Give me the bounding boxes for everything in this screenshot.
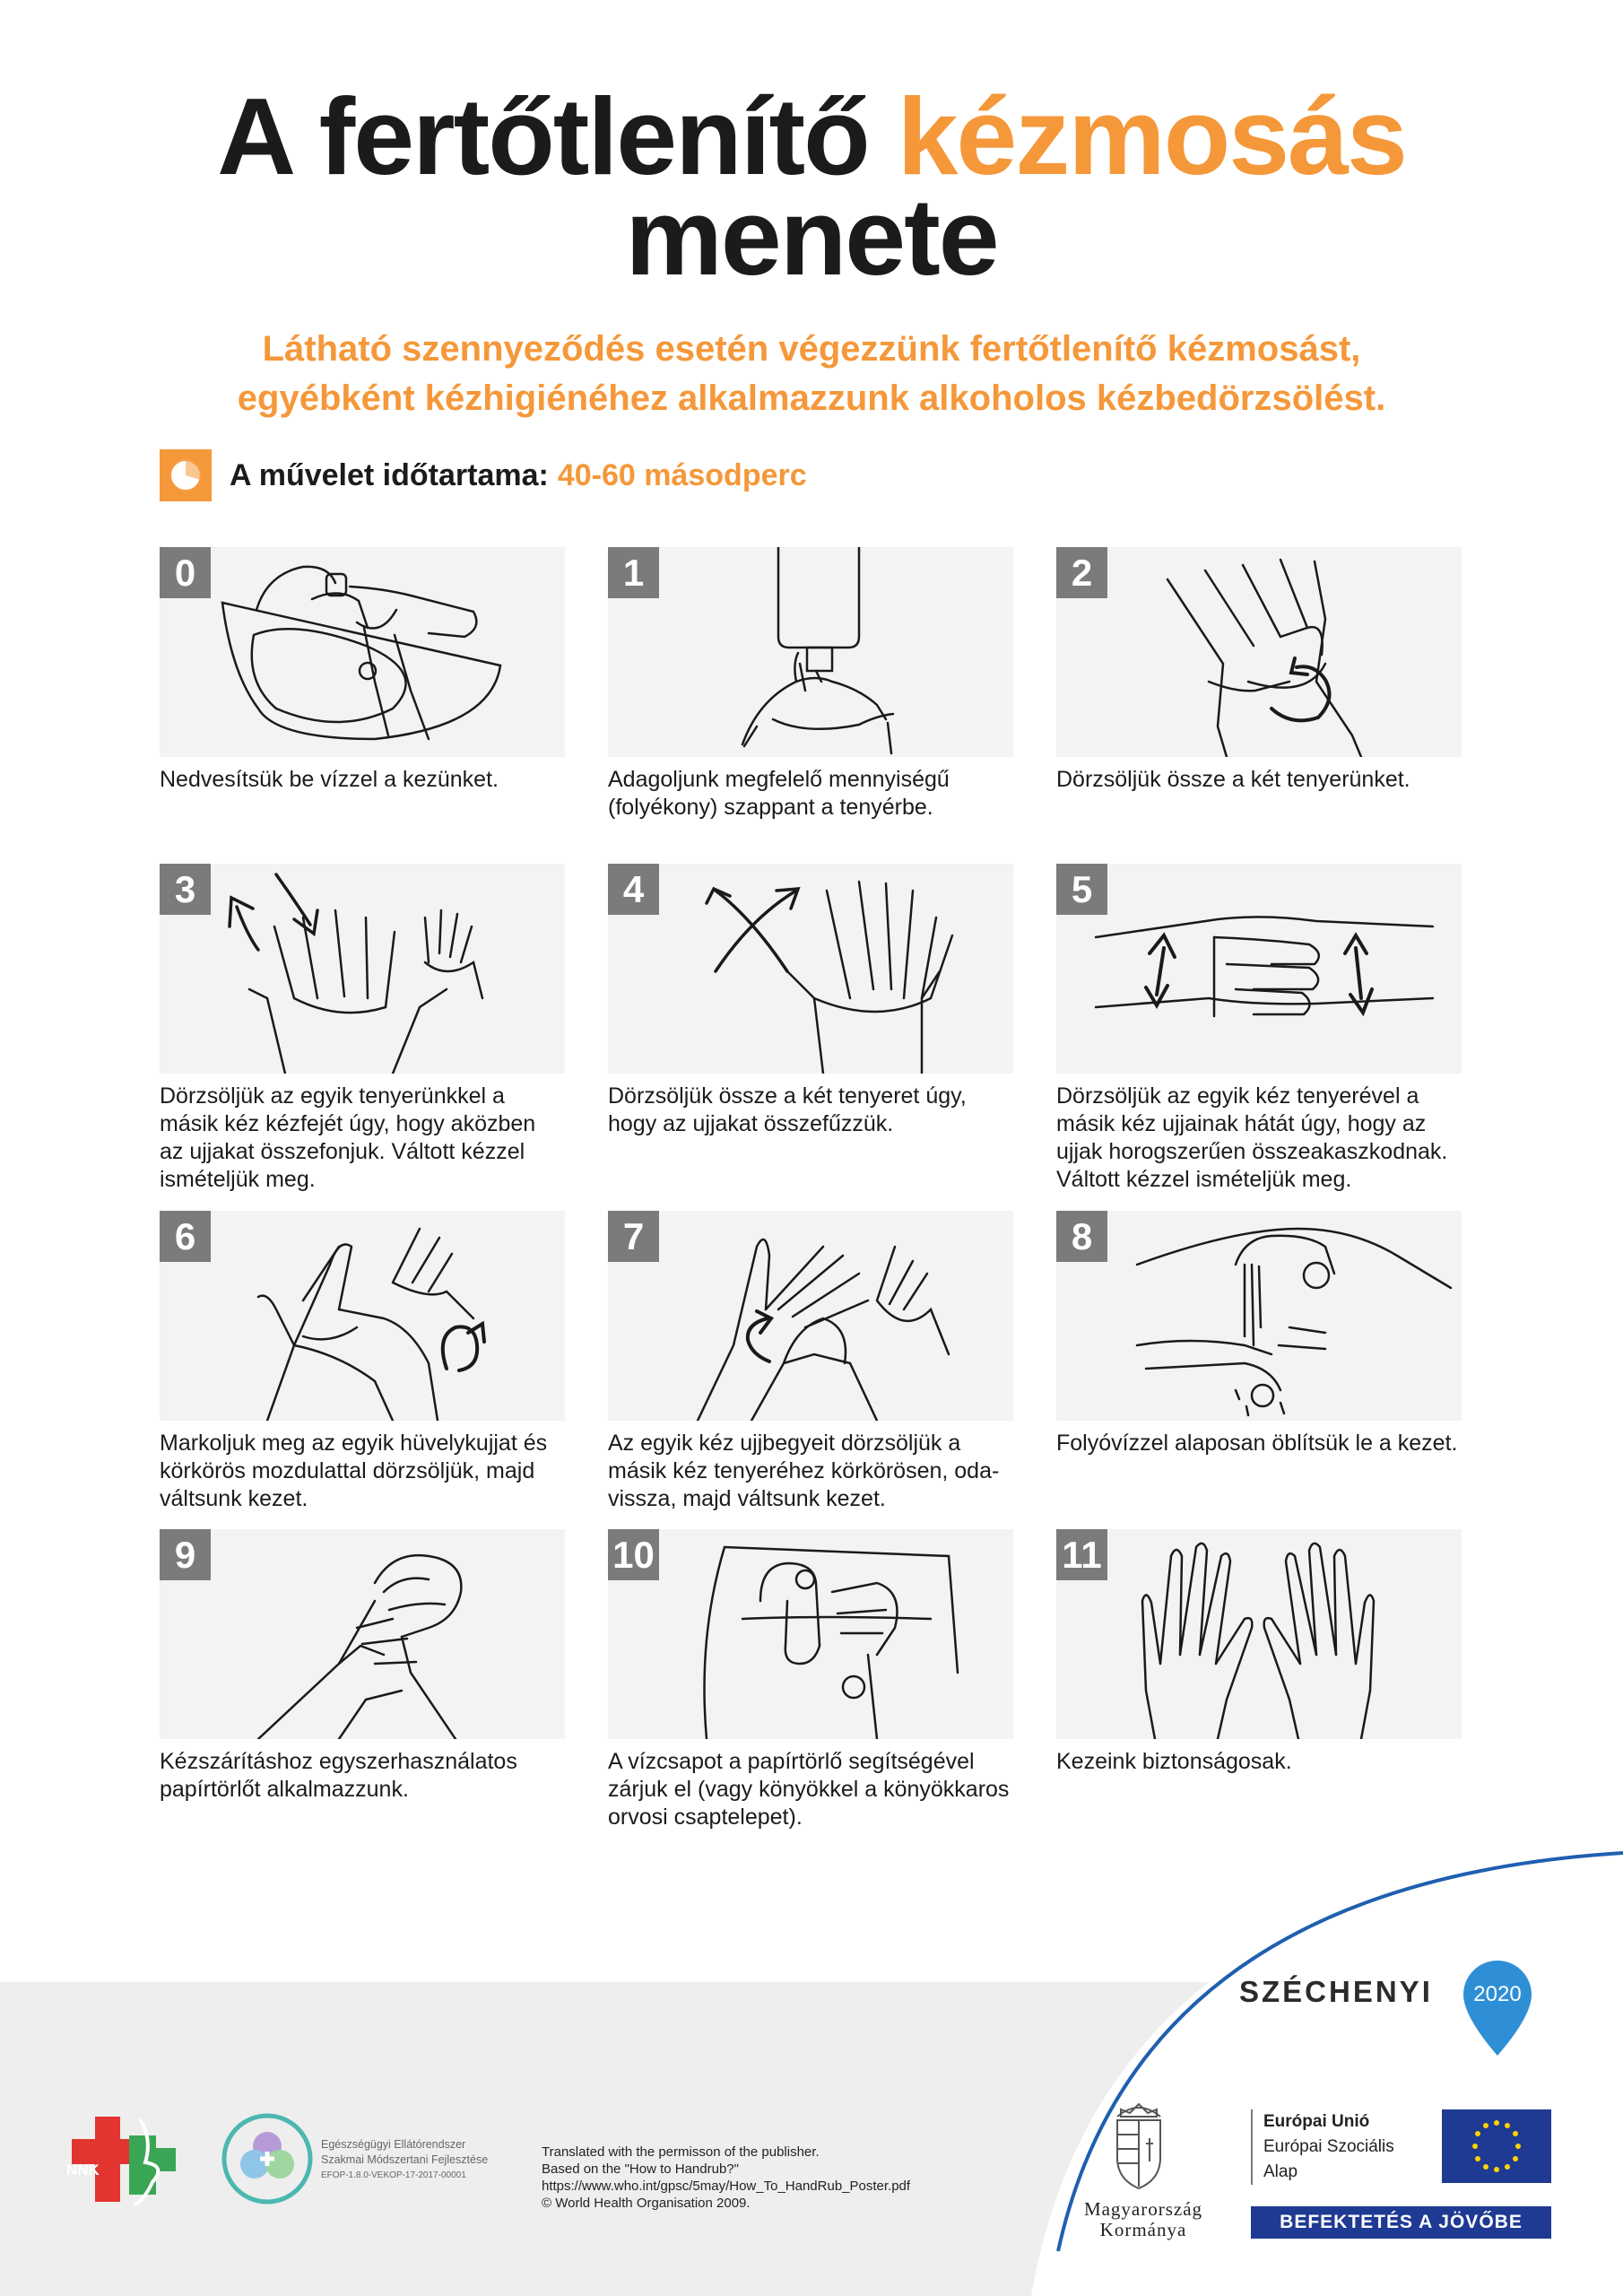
gov-line2: Kormánya (1099, 2219, 1187, 2240)
step-illustration (608, 864, 1013, 1074)
eu-text (1251, 2109, 1394, 2185)
step-9 (160, 1529, 565, 1804)
szechenyi-label: SZÉCHENYI (1239, 1975, 1433, 2008)
step-number: 6 (160, 1211, 211, 1262)
palm-rub-icon (1056, 547, 1462, 757)
step-5 (1056, 864, 1462, 1194)
gov-label (1058, 2199, 1228, 2240)
eu-line2: Európai Szociális (1263, 2137, 1394, 2156)
efop-line3: EFOP-1.8.0-VEKOP-17-2017-00001 (321, 2170, 466, 2180)
step-illustration (160, 864, 565, 1074)
soap-dispenser-icon (608, 547, 1013, 757)
duration-value: 40-60 másodperc (557, 457, 807, 492)
step-10 (608, 1529, 1013, 1831)
step-caption: Folyóvízzel alaposan öblítsük le a kezet. (1056, 1431, 1458, 1456)
step-caption: Markoljuk meg az egyik hüvelykujjat és körkörös mozdulattal dörzsöljük, majd váltsunk kezet. (160, 1431, 548, 1511)
credit-line2: Based on the "How to Handrub?" (542, 2161, 739, 2177)
step-6 (160, 1211, 565, 1513)
eu-line3: Alap (1263, 2162, 1298, 2181)
clock-icon (160, 449, 212, 501)
page-title (0, 75, 1623, 298)
step-illustration (160, 547, 565, 757)
title-line2: menete (625, 176, 998, 298)
step-illustration (160, 1529, 565, 1739)
fingertips-rub-icon (608, 1211, 1013, 1421)
efop-emblem-icon (221, 2112, 314, 2205)
title-part2: kézmosás (897, 75, 1406, 197)
step-number: 4 (608, 864, 659, 915)
subtitle-line2: egyébként kézhigiénéhez alkalmazzunk alkoholos kézbedörzsölést. (237, 378, 1386, 418)
interlocked-fingers-icon (1056, 864, 1462, 1074)
interlaced-fingers-icon (608, 864, 1013, 1074)
step-number: 0 (160, 547, 211, 598)
gov-line1: Magyarország (1083, 2198, 1203, 2220)
step-illustration (1056, 547, 1462, 757)
step-0 (160, 547, 565, 794)
back-of-hand-icon (160, 864, 565, 1074)
step-8 (1056, 1211, 1462, 1457)
step-illustration (608, 1529, 1013, 1739)
step-caption: Nedvesítsük be vízzel a kezünket. (160, 767, 499, 792)
step-caption: Dörzsöljük össze a két tenyerünket. (1056, 767, 1410, 792)
szechenyi-year: 2020 (1473, 1982, 1522, 2006)
subtitle (0, 325, 1623, 423)
step-caption: Dörzsöljük össze a két tenyeret úgy, hogy az ujjakat összefűzzük. (608, 1083, 967, 1136)
step-number: 8 (1056, 1211, 1107, 1262)
efop-line1: Egészségügyi Ellátórendszer (321, 2138, 466, 2151)
step-illustration (1056, 1529, 1462, 1739)
invest-banner: BEFEKTETÉS A JÖVŐBE (1251, 2206, 1551, 2239)
step-caption: Kézszárításhoz egyszerhasználatos papírtörlőt alkalmazzunk. (160, 1749, 517, 1802)
thumb-rub-icon (160, 1211, 565, 1421)
safe-hands-icon (1056, 1529, 1462, 1739)
hungary-crest-icon (1076, 2090, 1202, 2202)
step-4 (608, 864, 1013, 1138)
step-11 (1056, 1529, 1462, 1776)
credit-line3: https://www.who.int/gpsc/5may/How_To_HandRub_Poster.pdf (542, 2179, 911, 2194)
eu-flag-icon (1442, 2109, 1551, 2183)
step-caption: Kezeink biztonságosak. (1056, 1749, 1292, 1774)
close-tap-icon (608, 1529, 1013, 1739)
step-number: 5 (1056, 864, 1107, 915)
step-2 (1056, 547, 1462, 794)
credits (542, 2144, 910, 2212)
step-number: 10 (608, 1529, 659, 1580)
step-caption: A vízcsapot a papírtörlő segítségével zárjuk el (vagy könyökkel a könyökkaros orvosi csaptelepet). (608, 1749, 1010, 1830)
rinse-icon (1056, 1211, 1462, 1421)
step-illustration (1056, 1211, 1462, 1421)
step-caption: Dörzsöljük az egyik kéz tenyerével a másik kéz ujjainak hátát úgy, hogy az ujjak horogszerűen összeakaszkodnak. Váltott kézzel ismételjük meg. (1056, 1083, 1448, 1192)
step-number: 7 (608, 1211, 659, 1262)
step-illustration (608, 1211, 1013, 1421)
step-number: 3 (160, 864, 211, 915)
credit-line4: © World Health Organisation 2009. (542, 2196, 751, 2211)
subtitle-line1: Látható szennyeződés esetén végezzünk fertőtlenítő kézmosást, (262, 329, 1361, 369)
nnk-logo (59, 2112, 185, 2215)
step-number: 9 (160, 1529, 211, 1580)
efop-line2: Szakmai Módszertani Fejlesztése (321, 2153, 489, 2166)
step-illustration (1056, 864, 1462, 1074)
step-caption: Az egyik kéz ujjbegyeit dörzsöljük a másik kéz tenyeréhez körkörösen, oda-vissza, majd váltsunk kezet. (608, 1431, 1000, 1511)
credit-line1: Translated with the permisson of the publisher. (542, 2144, 820, 2160)
szechenyi-pin-icon (1460, 1957, 1535, 2064)
step-illustration (608, 547, 1013, 757)
step-number: 2 (1056, 547, 1107, 598)
duration-row (160, 448, 807, 502)
efop-logo (221, 2112, 489, 2210)
paper-towel-dry-icon (160, 1529, 565, 1739)
wet-hands-icon (160, 547, 565, 757)
step-1 (608, 547, 1013, 822)
step-caption: Dörzsöljük az egyik tenyerünkkel a másik kéz kézfejét úgy, hogy aközben az ujjakat összefonjuk. Váltott kézzel ismételjük meg. (160, 1083, 536, 1192)
nnk-label: NNK (66, 2161, 100, 2179)
step-number: 11 (1056, 1529, 1107, 1580)
step-7 (608, 1211, 1013, 1513)
duration-label: A művelet időtartama: (230, 457, 549, 492)
title-part1: A fertőtlenítő (217, 75, 869, 197)
step-3 (160, 864, 565, 1194)
step-illustration (160, 1211, 565, 1421)
step-number: 1 (608, 547, 659, 598)
eu-line1: Európai Unió (1263, 2112, 1370, 2131)
step-caption: Adagoljunk megfelelő mennyiségű (folyékony) szappant a tenyérbe. (608, 767, 950, 820)
